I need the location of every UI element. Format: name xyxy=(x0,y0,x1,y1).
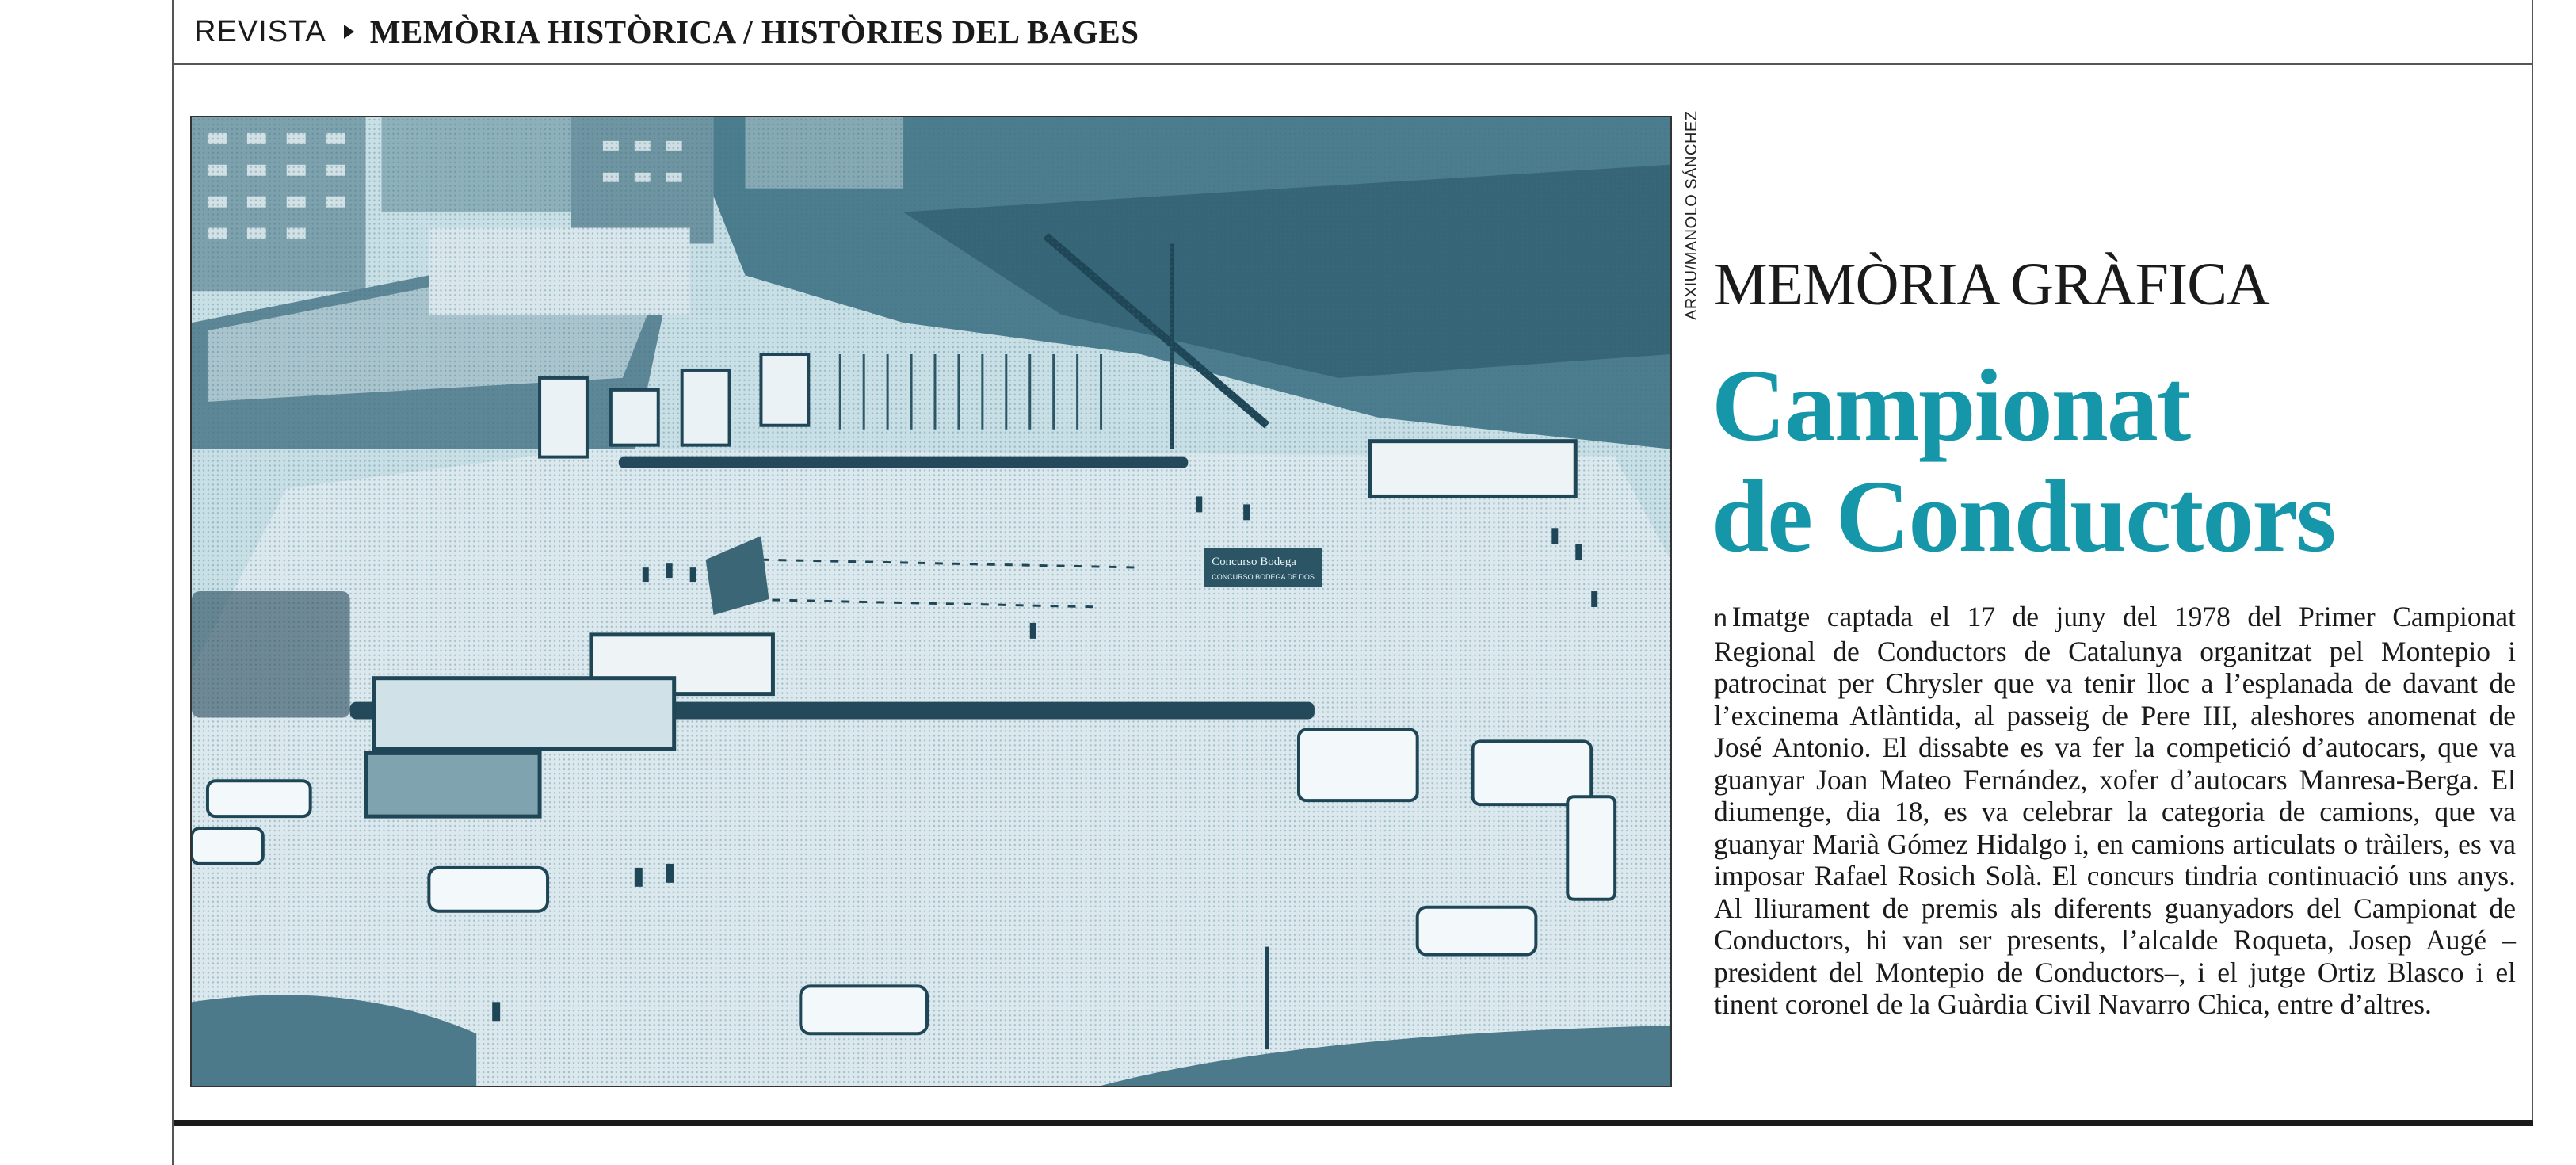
breadcrumb-arrow-icon xyxy=(344,25,354,39)
headline-line-1: Campionat xyxy=(1712,349,2190,463)
photo-credit xyxy=(1683,110,1702,322)
photo-banner-subtext: CONCURSO BODEGA DE DOS xyxy=(1212,573,1315,582)
photo-banner-text: Concurso Bodega xyxy=(1212,556,1296,569)
photo-credit-text: ARXIU/MANOLO SÁNCHEZ xyxy=(1683,110,1700,320)
article-headline xyxy=(1712,350,2528,572)
article-photo xyxy=(190,116,1672,1087)
bottom-rule xyxy=(174,1120,2533,1126)
page-header xyxy=(174,0,2532,65)
page-frame-left xyxy=(172,0,174,1165)
article-body xyxy=(1714,601,2516,1021)
article-body-text: Imatge captada el 17 de juny del 1978 del Primer Campionat Regional de Conductors de Catalunya organitzat pel Montepio i patrocinat per Chrysler que va tenir lloc a l’esplanada de davant de l’excinema Atlàntida, al passeig de Pere III, aleshores anomenat de José Antonio. El dissabte es va fer la competició d’autocars, que va guanyar Joan Mateo Fernández, xofer d’autocars Manresa-Berga. El diumenge, dia 18, es va celebrar la categoria de camions, que va guanyar Marià Gómez Hidalgo i, en camions articulats o tràilers, es va imposar Rafael Rosich Solà. El concurs tindria continuació uns anys. Al lliurament de premis als diferents guanyadors del Campionat de Conductors, hi van ser presents, l’alcalde Roqueta, Josep Augé –president del Montepio de Conductors–, i el jutge Ortiz Blasco i el tinent coronel de la Guàrdia Civil Navarro Chica, entre d’altres. xyxy=(1714,601,2516,1020)
page-frame-right xyxy=(2532,0,2533,1125)
section-label[interactable]: REVISTA xyxy=(194,14,326,48)
article-kicker: MEMÒRIA GRÀFICA xyxy=(1714,251,2269,318)
headline-line-2: de Conductors xyxy=(1712,460,2335,574)
bullet-icon: n xyxy=(1714,605,1727,632)
breadcrumb[interactable]: MEMÒRIA HISTÒRICA / HISTÒRIES DEL BAGES xyxy=(369,13,1139,50)
photo-illustration xyxy=(192,117,1670,1086)
